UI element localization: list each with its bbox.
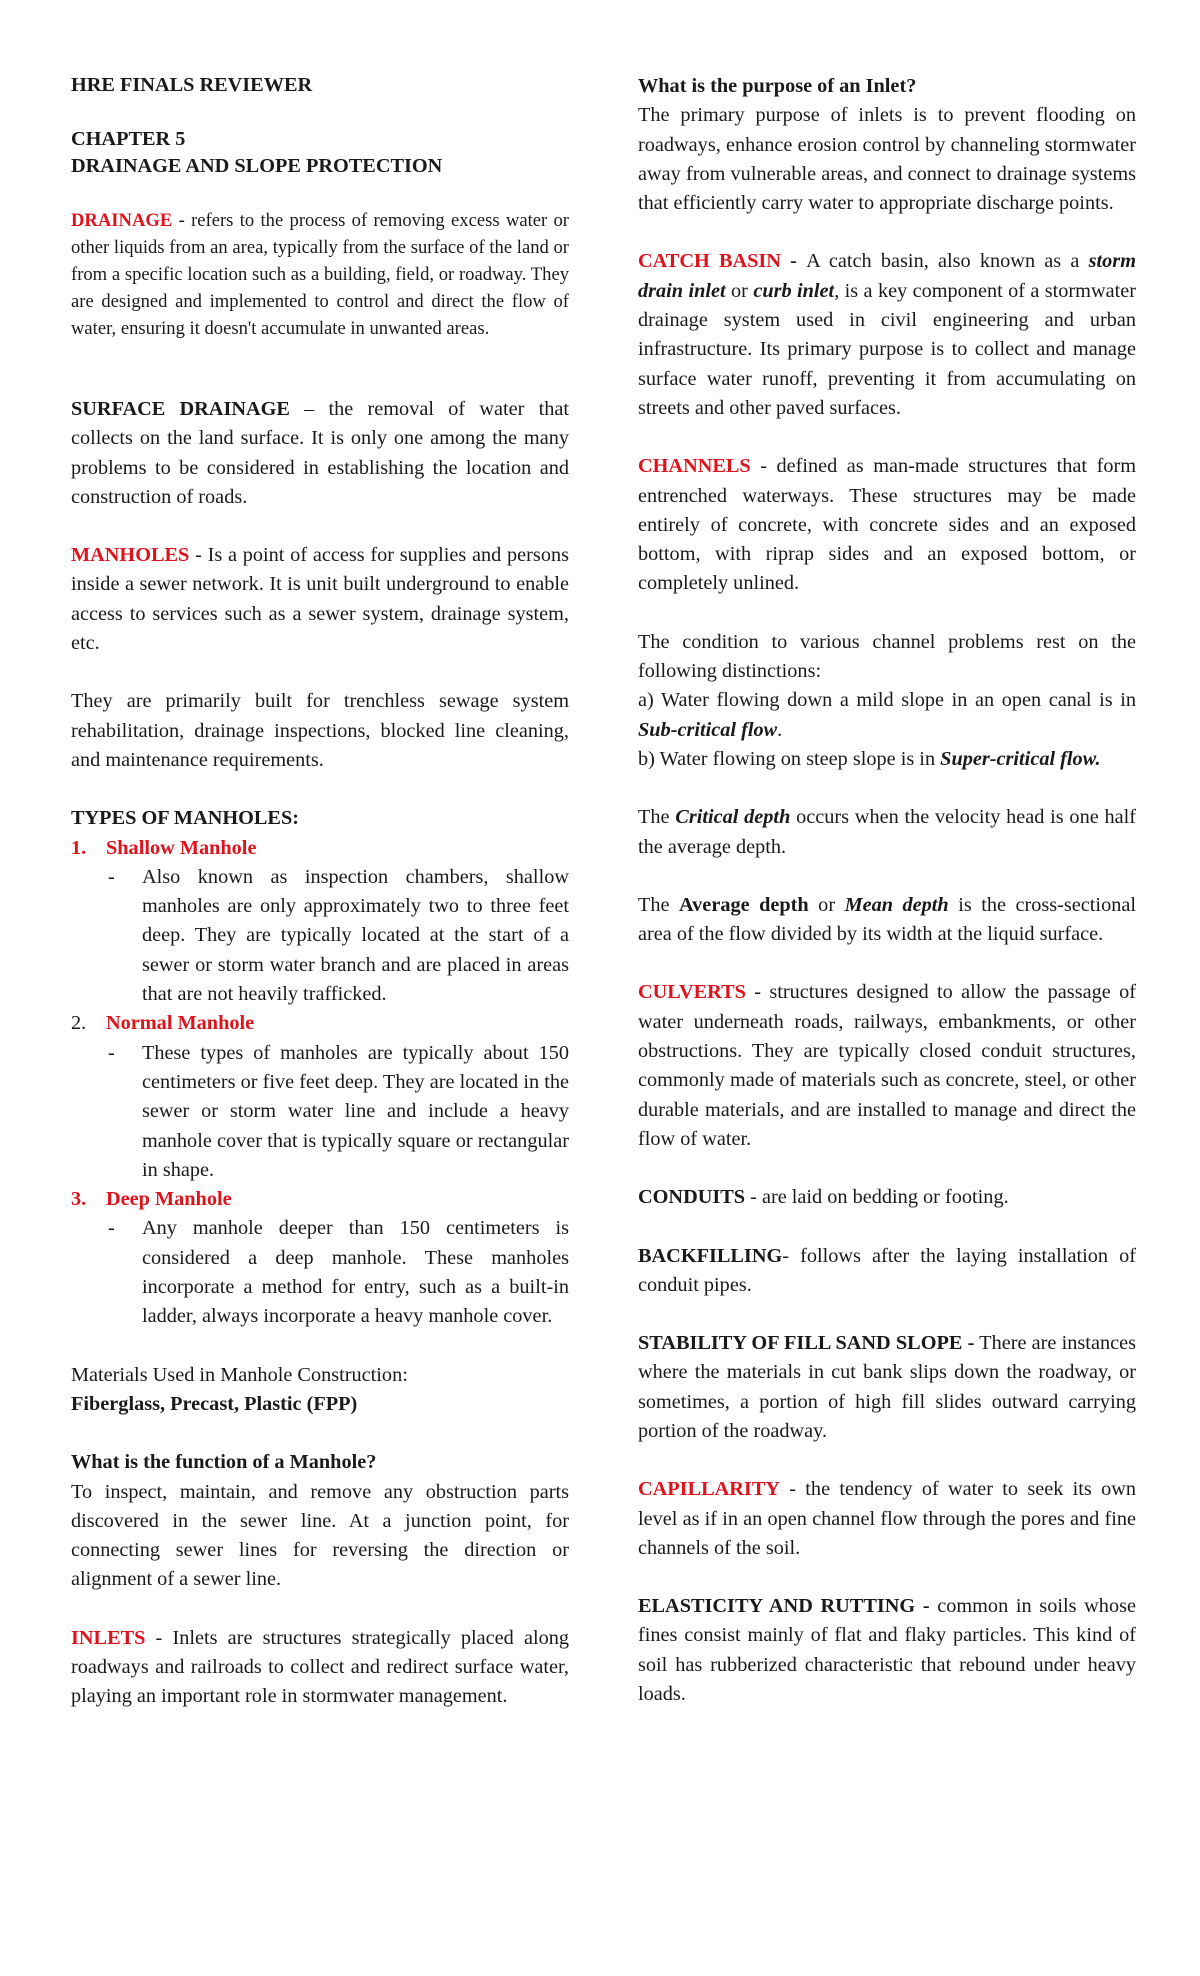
- conduits-definition: CONDUITS - are laid on bedding or footing.: [638, 1186, 1009, 1209]
- manhole-type-number: 2.: [71, 1012, 87, 1035]
- inlets-definition: INLETS - Inlets are structures strategically placed along roadways and railroads to collect and redirect surface water, playing an important role in stormwater management.: [71, 1626, 569, 1708]
- channel-problems-intro: The condition to various channel problems rest on the following distinctions:: [638, 630, 1136, 683]
- manhole-function-question: What is the function of a Manhole?: [71, 1451, 377, 1474]
- manholes-definition: MANHOLES - Is a point of access for supplies and persons inside a sewer network. It is unit built underground to enable access to services such as a sewer system, drainage system, etc.: [71, 544, 569, 655]
- manhole-type-item: [71, 1009, 569, 1038]
- inlet-purpose-answer: The primary purpose of inlets is to prevent flooding on roadways, enhance erosion control by channeling stormwater away from vulnerable areas, and connect to drainage systems that efficiently carry water to appropriate discharge points.: [638, 104, 1136, 215]
- conduits-term: CONDUITS: [638, 1186, 746, 1209]
- dash-bullet: -: [108, 1041, 115, 1064]
- inlet-purpose-question: What is the purpose of an Inlet?: [638, 75, 917, 97]
- chapter-number: CHAPTER 5: [71, 128, 186, 150]
- catch-basin-definition: CATCH BASIN - A catch basin, also known as a storm drain inlet or curb inlet, is a key component of a stormwater drainage system used in civil engineering and urban infrastructure. Its primary purpose is to collect and manage surface water runoff, preventing it from accumulating on streets and other paved surfaces.: [638, 250, 1136, 419]
- catch-basin-term: CATCH BASIN: [638, 250, 781, 273]
- average-depth-term: Average depth: [679, 893, 809, 916]
- surface-drainage-definition: SURFACE DRAINAGE – the removal of water that collects on the land surface. It is only one among the many problems to be considered in establishing the location and construction of roads.: [71, 398, 569, 508]
- right-column: [638, 72, 1136, 1709]
- backfilling-definition: BACKFILLING- follows after the laying installation of conduit pipes.: [638, 1244, 1136, 1296]
- drainage-term: DRAINAGE: [71, 210, 173, 231]
- left-column: [71, 72, 569, 1712]
- manhole-type-number: 1.: [71, 836, 87, 859]
- manhole-type-name: Deep Manhole: [106, 1188, 232, 1211]
- manhole-type-item: [71, 834, 569, 863]
- manhole-function-answer: To inspect, maintain, and remove any obstruction parts discovered in the sewer line. At a junction point, for connecting sewer lines for reversing the direction or alignment of a sewer line.: [71, 1480, 569, 1591]
- manholes-purpose: They are primarily built for trenchless sewage system rehabilitation, drainage inspections, blocked line cleaning, and maintenance requirements.: [71, 690, 569, 771]
- backfilling-term: BACKFILLING: [638, 1244, 783, 1267]
- dash-bullet: -: [108, 1217, 115, 1240]
- critical-depth-term: Critical depth: [675, 806, 791, 829]
- channel-problem-a: a) Water flowing down a mild slope in an open canal is in Sub-critical flow.: [638, 689, 1136, 741]
- stability-term: STABILITY OF FILL SAND SLOPE -: [638, 1332, 975, 1355]
- manhole-type-name: Shallow Manhole: [106, 836, 257, 859]
- culverts-term: CULVERTS: [638, 981, 746, 1004]
- channels-definition: CHANNELS - defined as man-made structures that form entrenched waterways. These structures may be made entirely of concrete, with concrete sides and an exposed bottom, with riprap sides and an exposed bottom, or completely unlined.: [638, 455, 1136, 595]
- elasticity-term: ELASTICITY AND RUTTING -: [638, 1595, 930, 1618]
- average-depth-definition: The Average depth or Mean depth is the cross-sectional area of the flow divided by its width at the liquid surface.: [638, 893, 1136, 946]
- manhole-type-item: [71, 1185, 569, 1214]
- materials-value: Fiberglass, Precast, Plastic (FPP): [71, 1392, 358, 1415]
- capillarity-definition: CAPILLARITY - the tendency of water to seek its own level as if in an open channel flow through the pores and fine channels of the soil.: [638, 1478, 1136, 1559]
- materials-label: Materials Used in Manhole Construction:: [71, 1363, 408, 1386]
- mean-depth-term: Mean depth: [844, 893, 949, 916]
- types-of-manholes-heading: TYPES OF MANHOLES:: [71, 807, 299, 830]
- manhole-type-description: - Also known as inspection chambers, shallow manholes are only approximately two to three feet deep. They are typically located at the start of a sewer or storm water branch and are placed in areas that are not heavily trafficked.: [71, 863, 569, 1009]
- channels-term: CHANNELS: [638, 455, 751, 478]
- manhole-type-description: - Any manhole deeper than 150 centimeters is considered a deep manhole. These manholes incorporate a method for entry, such as a built-in ladder, always incorporate a heavy manhole cover.: [71, 1214, 569, 1331]
- inlets-term: INLETS: [71, 1626, 146, 1649]
- chapter-name: DRAINAGE AND SLOPE PROTECTION: [71, 155, 443, 177]
- channel-problem-b: b) Water flowing on steep slope is in Super-critical flow.: [638, 747, 1101, 770]
- elasticity-definition: ELASTICITY AND RUTTING - common in soils whose fines consist mainly of flat and flaky particles. This kind of soil has rubberized characteristic that rebound under heavy loads.: [638, 1595, 1136, 1706]
- manhole-type-name: Normal Manhole: [106, 1012, 255, 1035]
- capillarity-term: CAPILLARITY: [638, 1478, 780, 1501]
- manholes-term: MANHOLES: [71, 544, 190, 567]
- culverts-definition: CULVERTS - structures designed to allow the passage of water underneath roads, railways, embankments, or other obstructions. They are typically closed conduit structures, commonly made of materials such as concrete, steel, or other durable materials, and are installed to manage and direct the flow of water.: [638, 981, 1136, 1150]
- manhole-type-number: 3.: [71, 1188, 87, 1211]
- stability-definition: STABILITY OF FILL SAND SLOPE - There are instances where the materials in cut bank slips down the roadway, or sometimes, a portion of high fill slides outward carrying portion of the roadway.: [638, 1332, 1136, 1442]
- manhole-type-description: - These types of manholes are typically about 150 centimeters or five feet deep. They are located in the sewer or storm water line and include a heavy manhole cover that is typically square or rectangular in shape.: [71, 1039, 569, 1185]
- drainage-definition: DRAINAGE - refers to the process of removing excess water or other liquids from an area, typically from the surface of the land or from a specific location such as a building, field, or roadway. They are designed and implemented to control and direct the flow of water, ensuring it doesn't accumulate in unwanted areas.: [71, 210, 569, 339]
- document-title: HRE FINALS REVIEWER: [71, 74, 313, 96]
- surface-drainage-term: SURFACE DRAINAGE: [71, 398, 290, 420]
- critical-depth-definition: The Critical depth occurs when the velocity head is one half the average depth.: [638, 806, 1136, 858]
- dash-bullet: -: [108, 865, 115, 888]
